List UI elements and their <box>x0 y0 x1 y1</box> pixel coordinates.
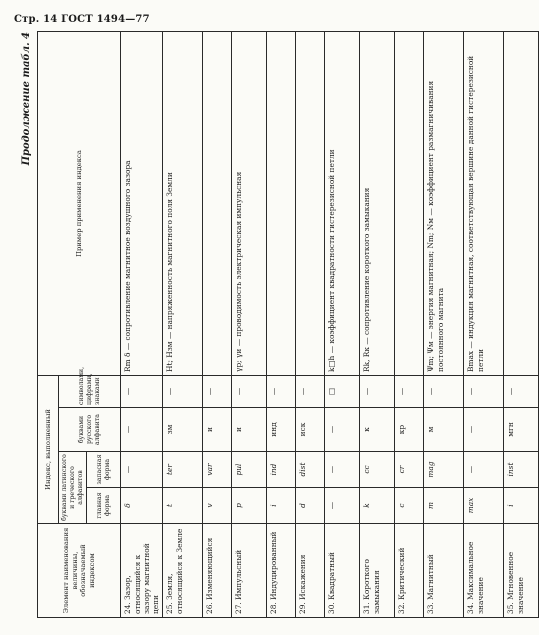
cell-russian: зм <box>163 408 203 452</box>
cell-alt-form: — <box>325 452 360 488</box>
table-row <box>464 31 504 617</box>
cell-alt-form: inst <box>504 452 539 488</box>
index-table <box>37 31 539 618</box>
cell-alt-form: mag <box>424 452 464 488</box>
table-row <box>424 31 464 617</box>
cell-alt-form: cc <box>360 452 395 488</box>
cell-element: 27. Импульсный <box>232 524 267 618</box>
cell-element: 34. Максимальное значение <box>464 524 504 618</box>
cell-alt-form: cr <box>395 452 424 488</box>
cell-alt-form: var <box>203 452 232 488</box>
cell-main-form: v <box>203 488 232 524</box>
table-row <box>267 31 296 617</box>
cell-example: Rm δ — сопротивление магнитное воздушного зазора <box>121 31 163 375</box>
cell-main-form: m <box>424 488 464 524</box>
col-main-form-header: главная форма <box>87 488 121 524</box>
cell-main-form: i <box>267 488 296 524</box>
page-header: Стр. 14 ГОСТ 1494—77 <box>14 14 150 25</box>
cell-main-form: — <box>325 488 360 524</box>
cell-element: 31. Короткого замыкания <box>360 524 395 618</box>
cell-alt-form: ter <box>163 452 203 488</box>
cell-symbols: — <box>232 375 267 407</box>
cell-example: k□h — коэффициент квадратности гистерезисной петли <box>325 31 360 375</box>
cell-symbols: — <box>504 375 539 407</box>
col-example-header: Пример применения индекса <box>38 31 121 375</box>
cell-russian: иск <box>296 408 325 452</box>
cell-element: 32. Критический <box>395 524 424 618</box>
cell-russian: — <box>121 408 163 452</box>
cell-symbols: — <box>121 375 163 407</box>
table-row <box>232 31 267 617</box>
cell-symbols: — <box>424 375 464 407</box>
cell-example: Bmax — индукция магнитная, соответствующая вершине данной гистерезисной петли <box>464 31 504 375</box>
col-russian-header: буквами русского алфавита <box>59 408 121 452</box>
cell-symbols: — <box>395 375 424 407</box>
cell-example <box>267 31 296 375</box>
cell-russian: мгн <box>504 408 539 452</box>
col-latin-greek-header: буквами латинского и греческого алфавитов <box>59 452 87 524</box>
cell-example: Ht; Hзм — напряженность магнитного поля Земли <box>163 31 203 375</box>
table-row <box>360 31 395 617</box>
table-row <box>203 31 232 617</box>
cell-russian: инд <box>267 408 296 452</box>
rotated-table-block <box>21 32 525 618</box>
cell-main-form: p <box>232 488 267 524</box>
cell-symbols: — <box>296 375 325 407</box>
cell-element: 24. Зазор, относящийся к зазору магнитной цепи <box>121 524 163 618</box>
cell-russian: и <box>232 408 267 452</box>
cell-symbols: — <box>267 375 296 407</box>
table-row <box>395 31 424 617</box>
cell-main-form: k <box>360 488 395 524</box>
table-row <box>296 31 325 617</box>
cell-example <box>203 31 232 375</box>
cell-main-form: d <box>296 488 325 524</box>
cell-example <box>395 31 424 375</box>
cell-main-form: max <box>464 488 504 524</box>
cell-symbols: — <box>163 375 203 407</box>
col-index-group-header: Индекс, выполненный <box>38 375 59 523</box>
cell-russian: к <box>360 408 395 452</box>
cell-russian: — <box>325 408 360 452</box>
table-row <box>325 31 360 617</box>
cell-element: 28. Индуцированный <box>267 524 296 618</box>
col-symbols-header: символами, цифрами, знаками <box>59 375 121 407</box>
cell-main-form: δ <box>121 488 163 524</box>
cell-alt-form: — <box>121 452 163 488</box>
table-row <box>163 31 203 617</box>
table-caption: Продолжение табл. 4 <box>21 32 32 166</box>
cell-element: 25. Земля, относящийся к Земле <box>163 524 203 618</box>
cell-russian: и <box>203 408 232 452</box>
cell-symbols: — <box>464 375 504 407</box>
cell-element: 26. Изменяющийся <box>203 524 232 618</box>
cell-example: γp; γи — проводимость электрическая импульсная <box>232 31 267 375</box>
cell-example: Ψm; Ψм — энергия магнитная; Nm; Nм — коэффициент размагничивания постоянного магнита <box>424 31 464 375</box>
cell-main-form: i <box>504 488 539 524</box>
table-row <box>504 31 539 617</box>
cell-russian: кр <box>395 408 424 452</box>
cell-main-form: c <box>395 488 424 524</box>
cell-main-form: t <box>163 488 203 524</box>
cell-example <box>296 31 325 375</box>
cell-element: 33. Магнитный <box>424 524 464 618</box>
cell-element: 30. Квадратный <box>325 524 360 618</box>
cell-symbols-square: □ <box>325 375 360 407</box>
table-row <box>121 31 163 617</box>
cell-alt-form: ind <box>267 452 296 488</box>
cell-example: Rk, Rк — сопротивление короткого замыкания <box>360 31 395 375</box>
cell-element: 29. Искажения <box>296 524 325 618</box>
cell-russian: — <box>464 408 504 452</box>
cell-element: 35. Мгновенное значение <box>504 524 539 618</box>
col-element-header: Элемент наименования величины, обозначаемый индексом <box>38 524 121 618</box>
col-alt-form-header: запасная форма <box>87 452 121 488</box>
cell-example <box>504 31 539 375</box>
cell-symbols: — <box>203 375 232 407</box>
cell-symbols: — <box>360 375 395 407</box>
cell-alt-form: pul <box>232 452 267 488</box>
cell-russian: м <box>424 408 464 452</box>
cell-alt-form: — <box>464 452 504 488</box>
cell-alt-form: dist <box>296 452 325 488</box>
